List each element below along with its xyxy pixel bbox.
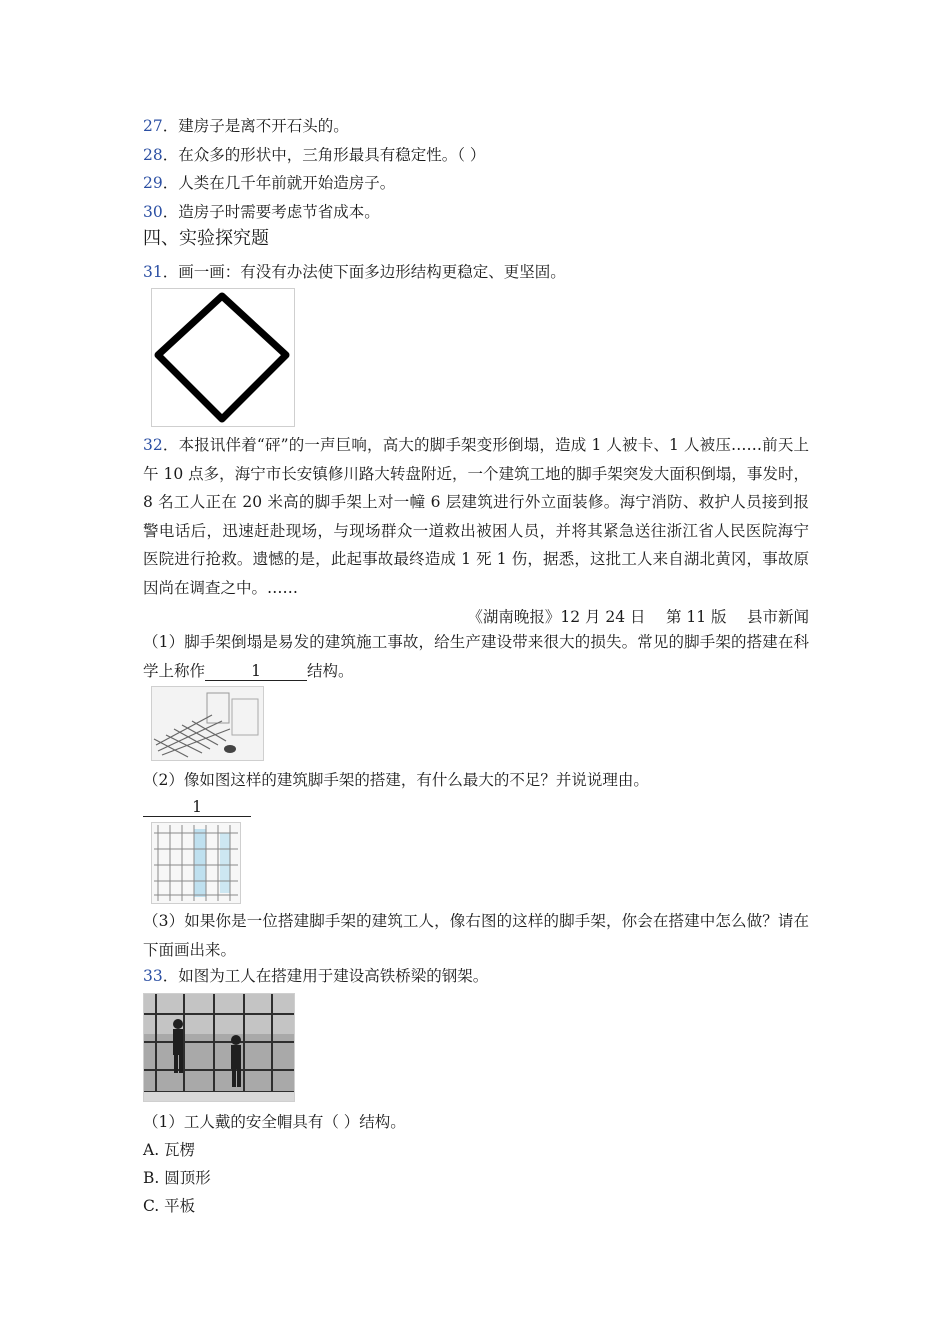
question-number: 32 <box>143 436 163 454</box>
diamond-figure <box>151 288 295 427</box>
answer-line-2 <box>143 797 251 817</box>
question-text: ．造房子时需要考虑节省成本。 <box>162 203 380 221</box>
question-text: ．人类在几千年前就开始造房子。 <box>162 174 396 192</box>
question-text: ．画一画：有没有办法使下面多边形结构更稳定、更坚固。 <box>162 263 566 281</box>
question-32 <box>143 431 809 603</box>
question-33 <box>143 966 488 986</box>
question-27 <box>143 116 349 136</box>
question-number: 33 <box>143 967 163 985</box>
question-29 <box>143 173 395 193</box>
question-text: ．如图为工人在搭建用于建设高铁桥梁的钢架。 <box>162 967 489 985</box>
answer-blank[interactable]: 1 <box>205 663 307 681</box>
answer-blank[interactable]: 1 <box>143 799 251 817</box>
diamond-icon <box>152 289 294 426</box>
question-30 <box>143 202 380 222</box>
scaffold-grid-icon <box>152 823 240 903</box>
question-number: 31 <box>143 263 163 281</box>
question-text: ．本报讯伴着“砰”的一声巨响，高大的脚手架变形倒塌，造成 1 人被卡、1 人被压……前天上午 10 点多，海宁市长安镇修川路大转盘附近，一个建筑工地的脚手架突发大面积倒塌，事发时，8 名工人正在 20 米高的脚手架上对一幢 6 层建筑进行外立面装修。海宁消防、救护人员接到报警电话后，迅速赶赴现场，与现场群众一道救出被困人员，并将其紧急送往浙江省人民医院海宁医院进行抢救。遗憾的是，此起事故最终造成 1 死 1 伤，据悉，这批工人来自湖北黄冈，事故原因尚在调查之中。…… <box>143 436 809 597</box>
question-text: ．建房子是离不开石头的。 <box>162 117 349 135</box>
question-number: 29 <box>143 174 163 192</box>
question-31 <box>143 262 566 282</box>
collapsed-scaffold-icon <box>152 687 263 760</box>
news-source: 《湖南晚报》12 月 24 日 第 11 版 县市新闻 <box>467 608 809 626</box>
question-32-part-2: （2）像如图这样的建筑脚手架的搭建，有什么最大的不足？并说说理由。 <box>143 771 649 789</box>
part-text: （1）脚手架倒塌是易发的建筑施工事故，给生产建设带来很大的损失。常见的脚手架的搭建在科学上称作 <box>143 633 809 680</box>
question-32-part-1 <box>143 628 809 685</box>
workers-on-scaffold-icon <box>144 994 294 1101</box>
option-c[interactable]: C. 平板 <box>143 1197 196 1215</box>
question-text: ．在众多的形状中，三角形最具有稳定性。（ ） <box>162 146 486 164</box>
question-number: 30 <box>143 203 163 221</box>
question-number: 28 <box>143 146 163 164</box>
question-32-part-3: （3）如果你是一位搭建脚手架的建筑工人，像右图的这样的脚手架，你会在搭建中怎么做？请在下面画出来。 <box>143 912 809 959</box>
section-heading: 四、实验探究题 <box>143 228 269 249</box>
part-text-after: 结构。 <box>307 661 354 680</box>
question-33-part-1: （1）工人戴的安全帽具有（ ）结构。 <box>143 1113 406 1131</box>
scaffold-grid-photo <box>151 822 241 904</box>
option-b[interactable]: B. 圆顶形 <box>143 1169 211 1187</box>
option-a[interactable]: A. 瓦楞 <box>143 1141 196 1159</box>
collapsed-scaffold-photo <box>151 686 264 761</box>
question-number: 27 <box>143 117 163 135</box>
question-28 <box>143 145 485 165</box>
workers-on-scaffold-photo <box>143 993 295 1102</box>
